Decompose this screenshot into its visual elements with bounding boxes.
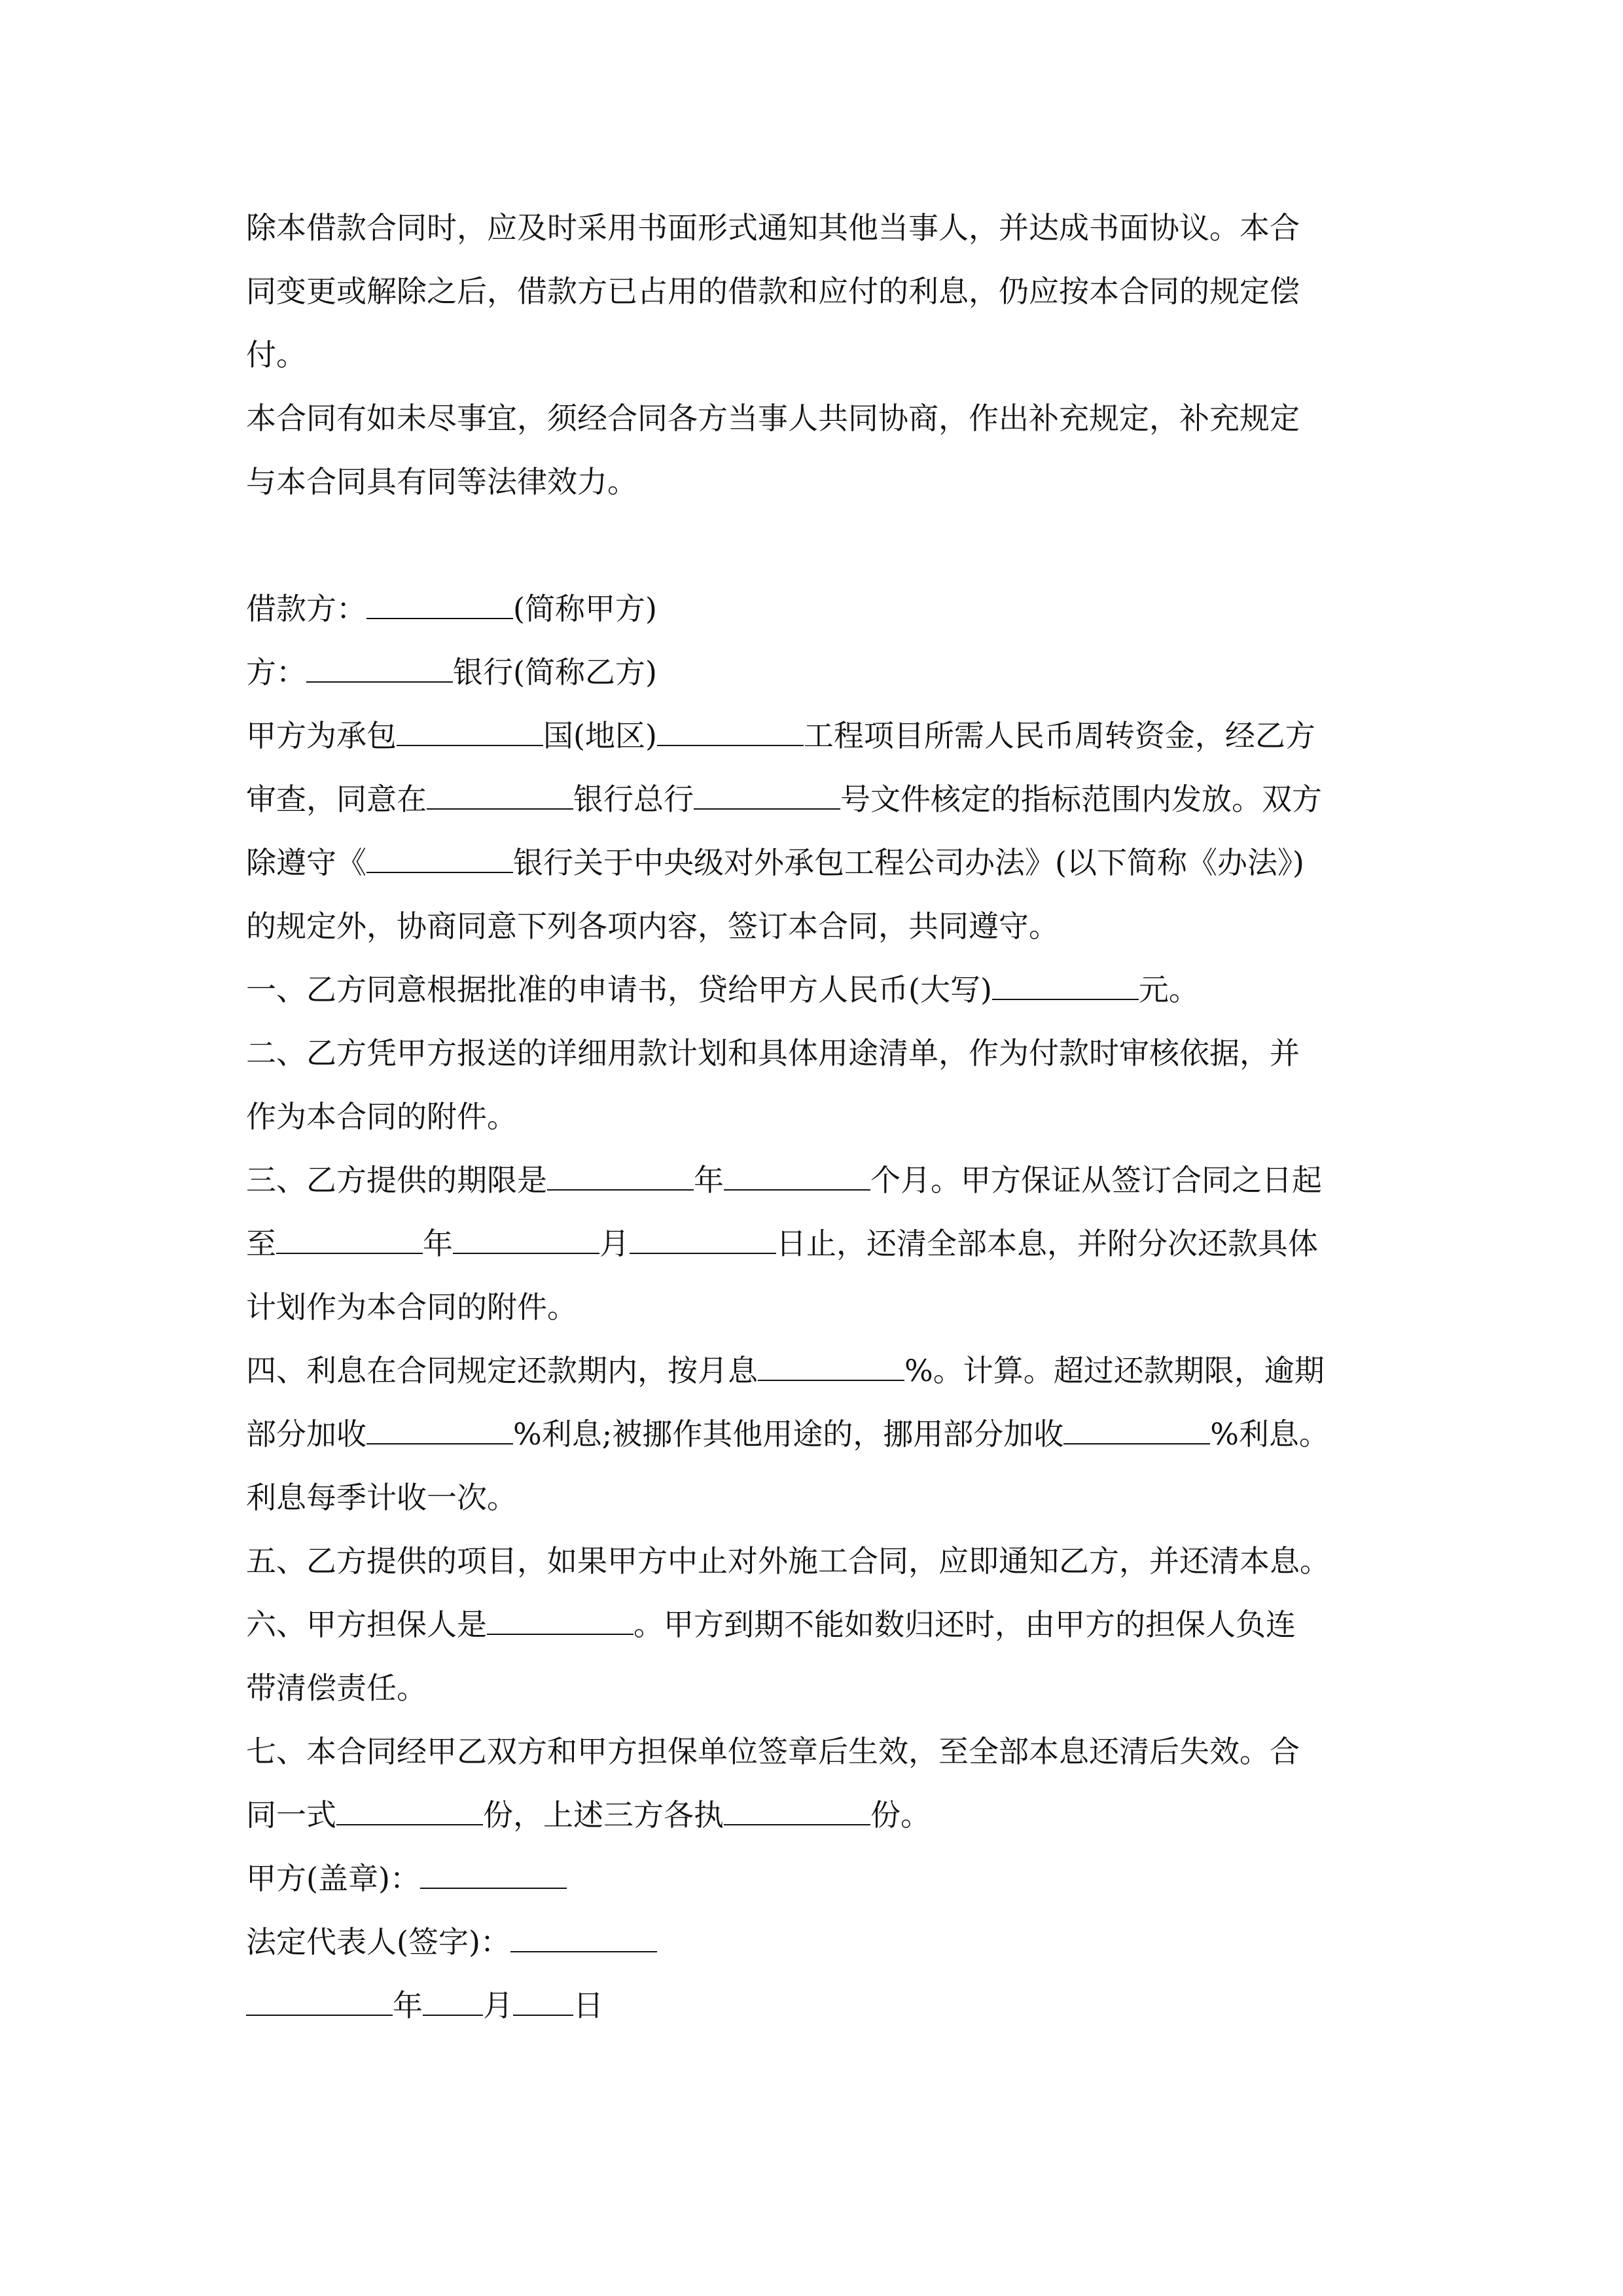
line-text-segment: 。甲方到期不能如数归还时，由甲方的担保人负连 <box>633 1607 1296 1642</box>
fill-in-blank <box>1063 1412 1210 1444</box>
document-line <box>246 1339 1385 1403</box>
line-text-segment: 工程项目所需人民币周转资金，经乙方 <box>803 718 1315 753</box>
line-text-segment: 银行关于中央级对外承包工程公司办法》(以下简称《办法》) <box>513 845 1304 880</box>
line-text: 带清偿责任。 <box>246 1670 427 1706</box>
document-line <box>246 704 1385 768</box>
document-line <box>246 450 1385 514</box>
line-text-segment: 银行总行 <box>573 781 694 817</box>
line-text-segment: 至 <box>246 1226 276 1261</box>
line-text: 同变更或解除之后，借款方已占用的借款和应付的利息，仍应按本合同的规定偿 <box>246 274 1300 309</box>
fill-in-blank <box>246 1983 393 2016</box>
line-text-segment: 银行(简称乙方) <box>453 655 657 690</box>
line-text-segment: 六、甲方担保人是 <box>246 1607 487 1642</box>
fill-in-blank <box>547 1158 694 1191</box>
line-text: 利息每季计收一次。 <box>246 1480 517 1515</box>
line-text-segment: 部分加收 <box>246 1416 366 1452</box>
fill-in-blank <box>724 1793 870 1825</box>
line-text-segment: 借款方： <box>246 591 366 626</box>
line-text-segment: %。计算。超过还款期限，逾期 <box>904 1353 1325 1388</box>
document-line <box>246 1149 1385 1212</box>
line-text-segment: 月 <box>599 1226 630 1261</box>
fill-in-blank <box>336 1793 483 1825</box>
line-text: 与本合同具有同等法律效力。 <box>246 464 637 499</box>
fill-in-blank <box>366 586 513 619</box>
document-line <box>246 1910 1385 1974</box>
document-line <box>246 387 1385 450</box>
fill-in-blank <box>510 1920 657 1952</box>
line-text-segment: (简称甲方) <box>513 591 657 626</box>
document-line <box>246 260 1385 323</box>
fill-in-blank <box>992 967 1139 1000</box>
line-text: 付。 <box>246 337 306 372</box>
document-line <box>246 1720 1385 1784</box>
line-text-segment: 年 <box>694 1162 724 1198</box>
document-line <box>246 1466 1385 1530</box>
fill-in-blank <box>657 713 804 746</box>
line-text-segment: 审查，同意在 <box>246 781 427 817</box>
line-text-segment: 个月。甲方保证从签订合同之日起 <box>870 1162 1322 1198</box>
document-line <box>246 1212 1385 1276</box>
line-text-segment: 份，上述三方各执 <box>483 1797 724 1833</box>
line-text-segment: 甲方(盖章)： <box>246 1861 420 1896</box>
line-text-segment: 除遵守《 <box>246 845 366 880</box>
fill-in-blank <box>397 713 543 746</box>
fill-in-blank <box>758 1348 904 1381</box>
line-text: 七、本合同经甲乙双方和甲方担保单位签章后生效，至全部本息还清后失效。合 <box>246 1734 1300 1769</box>
blank-line <box>246 514 1385 577</box>
line-text-segment: 元。 <box>1138 972 1199 1007</box>
fill-in-blank <box>420 1856 567 1889</box>
line-text-segment: 年 <box>423 1226 453 1261</box>
contract-body <box>246 196 1385 2037</box>
line-text-segment: %利息;被挪作其他用途的，挪用部分加收 <box>513 1416 1064 1452</box>
fill-in-blank <box>276 1221 423 1254</box>
line-text: 计划作为本合同的附件。 <box>246 1289 577 1325</box>
line-text-segment: 一、乙方同意根据批准的申请书，贷给甲方人民币(大写) <box>246 972 992 1007</box>
line-text-segment: 年 <box>393 1988 423 2023</box>
fill-in-blank <box>487 1602 633 1635</box>
line-text: 五、乙方提供的项目，如果甲方中止对外施工合同，应即通知乙方，并还清本息。 <box>246 1543 1330 1579</box>
line-text-segment: 甲方为承包 <box>246 718 397 753</box>
line-text-segment: 号文件核定的指标范围内发放。双方 <box>840 781 1322 817</box>
document-line <box>246 323 1385 387</box>
line-text-segment: 月 <box>483 1988 513 2023</box>
line-text-segment: 同一式 <box>246 1797 336 1833</box>
line-text-segment: 法定代表人(签字)： <box>246 1924 510 1960</box>
document-line <box>246 641 1385 704</box>
line-text-segment: 四、利息在合同规定还款期内，按月息 <box>246 1353 758 1388</box>
document-line <box>246 1085 1385 1149</box>
document-line <box>246 1847 1385 1910</box>
line-text: 除本借款合同时，应及时采用书面形式通知其他当事人，并达成书面协议。本合 <box>246 210 1300 245</box>
line-text: 的规定外，协商同意下列各项内容，签订本合同，共同遵守。 <box>246 908 1059 944</box>
line-text-segment: 份。 <box>870 1797 931 1833</box>
document-line <box>246 196 1385 260</box>
fill-in-blank <box>366 840 513 873</box>
line-text-segment: %利息。 <box>1210 1416 1329 1452</box>
line-text-segment: 国(地区) <box>543 718 657 753</box>
document-line <box>246 1403 1385 1466</box>
line-text-segment: 方： <box>246 655 306 690</box>
line-text-segment: 日 <box>573 1988 603 2023</box>
fill-in-blank <box>427 777 573 810</box>
line-text-segment: 日止，还清全部本息，并附分次还款具体 <box>776 1226 1318 1261</box>
fill-in-blank <box>306 650 453 683</box>
fill-in-blank <box>630 1221 776 1254</box>
document-line <box>246 1657 1385 1720</box>
document-line <box>246 1784 1385 1847</box>
fill-in-blank <box>513 1983 573 2016</box>
line-text: 本合同有如未尽事宜，须经合同各方当事人共同协商，作出补充规定，补充规定 <box>246 401 1300 436</box>
document-line <box>246 1276 1385 1339</box>
document-line <box>246 1593 1385 1657</box>
document-line <box>246 831 1385 895</box>
document-line <box>246 1022 1385 1085</box>
document-line <box>246 768 1385 831</box>
document-line <box>246 958 1385 1022</box>
document-line <box>246 895 1385 958</box>
document-line <box>246 1530 1385 1593</box>
fill-in-blank <box>453 1221 599 1254</box>
fill-in-blank <box>366 1412 513 1444</box>
fill-in-blank <box>694 777 840 810</box>
document-line <box>246 577 1385 641</box>
document-line <box>246 1974 1385 2037</box>
fill-in-blank <box>724 1158 870 1191</box>
line-text: 作为本合同的附件。 <box>246 1099 517 1134</box>
line-text: 二、乙方凭甲方报送的详细用款计划和具体用途清单，作为付款时审核依据，并 <box>246 1035 1300 1071</box>
line-text-segment: 三、乙方提供的期限是 <box>246 1162 547 1198</box>
fill-in-blank <box>423 1983 483 2016</box>
